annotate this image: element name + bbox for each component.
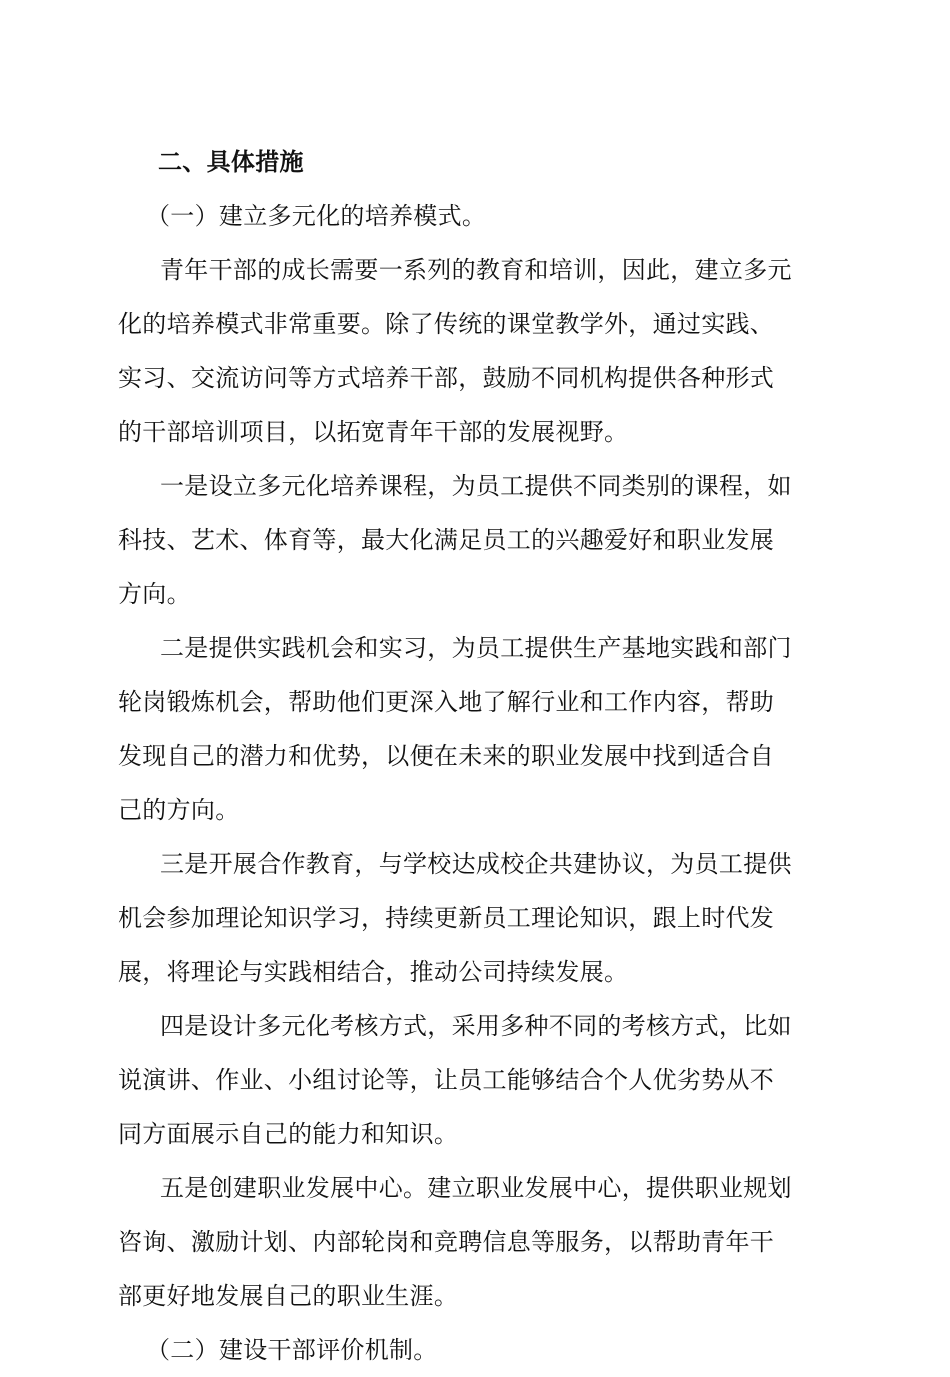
paragraph-line: 实习、交流访问等方式培养干部，鼓励不同机构提供各种形式 bbox=[118, 364, 775, 392]
paragraph-line: 说演讲、作业、小组讨论等，让员工能够结合个人优劣势从不 bbox=[118, 1066, 775, 1094]
subsection-title-1: （一）建立多元化的培养模式。 bbox=[146, 202, 487, 230]
paragraph-line: 己的方向。 bbox=[118, 796, 240, 824]
paragraph-line: 青年干部的成长需要一系列的教育和培训，因此，建立多元 bbox=[160, 256, 792, 284]
paragraph-line: 四是设计多元化考核方式，采用多种不同的考核方式，比如 bbox=[160, 1012, 792, 1040]
section-title: 二、具体措施 bbox=[158, 148, 304, 176]
paragraph-line: 部更好地发展自己的职业生涯。 bbox=[118, 1282, 459, 1310]
document-page bbox=[118, 135, 826, 1377]
paragraph-line: 五是创建职业发展中心。建立职业发展中心，提供职业规划 bbox=[160, 1174, 792, 1202]
paragraph-line: 化的培养模式非常重要。除了传统的课堂教学外，通过实践、 bbox=[118, 310, 775, 338]
paragraph-measure-1 bbox=[118, 459, 826, 621]
paragraph-line: 展，将理论与实践相结合，推动公司持续发展。 bbox=[118, 958, 629, 986]
paragraph-measure-4 bbox=[118, 999, 826, 1161]
paragraph-line: 一是设立多元化培养课程，为员工提供不同类别的课程，如 bbox=[160, 472, 792, 500]
subsection-title-2: （二）建设干部评价机制。 bbox=[146, 1336, 438, 1364]
paragraph-measure-3 bbox=[118, 837, 826, 999]
paragraph-line: 的干部培训项目，以拓宽青年干部的发展视野。 bbox=[118, 418, 629, 446]
paragraph-intro bbox=[118, 243, 826, 459]
paragraph-line: 咨询、激励计划、内部轮岗和竞聘信息等服务，以帮助青年干 bbox=[118, 1228, 775, 1256]
paragraph-line: 方向。 bbox=[118, 580, 191, 608]
paragraph-measure-5 bbox=[118, 1161, 826, 1323]
paragraph-line: 机会参加理论知识学习，持续更新员工理论知识，跟上时代发 bbox=[118, 904, 775, 932]
paragraph-measure-2 bbox=[118, 621, 826, 837]
paragraph-line: 三是开展合作教育，与学校达成校企共建协议，为员工提供 bbox=[160, 850, 792, 878]
paragraph-line: 发现自己的潜力和优势，以便在未来的职业发展中找到适合自 bbox=[118, 742, 775, 770]
paragraph-line: 二是提供实践机会和实习，为员工提供生产基地实践和部门 bbox=[160, 634, 792, 662]
paragraph-line: 科技、艺术、体育等，最大化满足员工的兴趣爱好和职业发展 bbox=[118, 526, 775, 554]
paragraph-line: 轮岗锻炼机会，帮助他们更深入地了解行业和工作内容，帮助 bbox=[118, 688, 775, 716]
paragraph-line: 同方面展示自己的能力和知识。 bbox=[118, 1120, 459, 1148]
